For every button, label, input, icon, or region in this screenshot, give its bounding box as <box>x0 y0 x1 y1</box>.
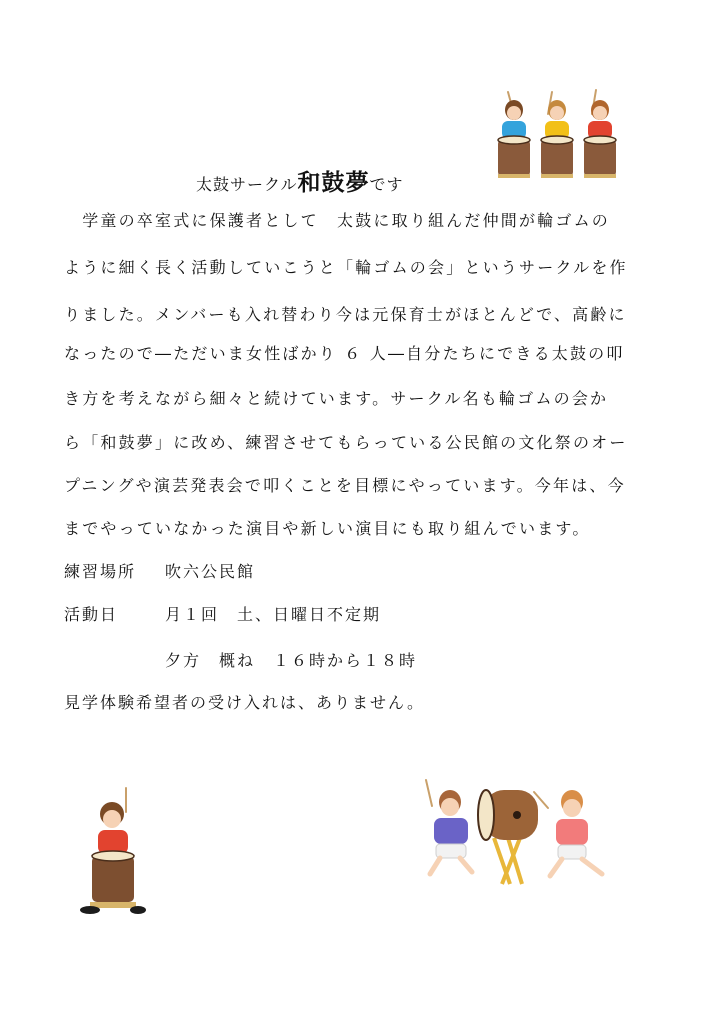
body-line: りました。メンバーも入れ替わり今は元保育士がほとんどで、高齢に <box>64 305 627 324</box>
body-line: までやっていなかった演目や新しい演目にも取り組んでいます。 <box>64 519 591 538</box>
visitor-note: 見学体験希望者の受け入れは、ありません。 <box>64 693 425 712</box>
body-line: プニングや演芸発表会で叩くことを目標にやっています。今年は、今 <box>64 476 626 495</box>
circle-name: 和鼓夢 <box>297 169 370 196</box>
body-line: き方を考えながら細々と続けています。サークル名も輪ゴムの会か <box>64 389 609 408</box>
title-prefix: 太鼓サークル <box>196 175 298 194</box>
three-drummers-illustration <box>494 88 624 188</box>
page-title <box>196 164 404 197</box>
body-line: ように細く長く活動していこうと「輪ゴムの会」というサークルを作 <box>64 258 628 277</box>
body-line: 学童の卒室式に保護者として 太鼓に取り組んだ仲間が輪ゴムの <box>64 211 611 230</box>
body-line: ら「和鼓夢」に改め、練習させてもらっている公民館の文化祭のオー <box>64 433 628 452</box>
time-value: 夕方 概ね １６時から１８時 <box>165 651 418 670</box>
place-label: 練習場所 <box>64 562 137 581</box>
body-line: なったので―ただいま女性ばかり ６ 人―自分たちにできる太鼓の叩 <box>64 344 625 363</box>
pair-drummers-illustration <box>416 778 612 888</box>
title-suffix: です <box>369 175 404 194</box>
days-value: 月１回 土、日曜日不定期 <box>165 605 382 624</box>
place-value: 吹六公民館 <box>165 562 256 581</box>
days-label: 活動日 <box>64 605 119 624</box>
single-drummer-illustration <box>78 786 148 918</box>
